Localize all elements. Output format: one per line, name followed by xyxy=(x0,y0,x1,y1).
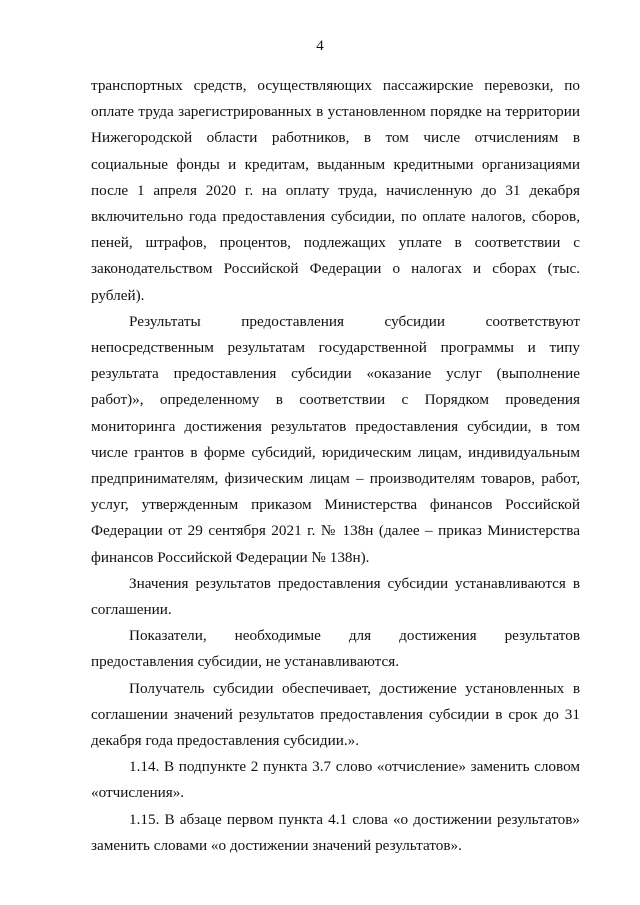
paragraph-item-1-15: 1.15. В абзаце первом пункта 4.1 слова «о достижении результатов» заменить словами «о достижении значений результатов». xyxy=(91,810,580,854)
paragraph-item-1-14: 1.14. В подпункте 2 пункта 3.7 слово «отчисление» заменить словом «отчисления». xyxy=(91,758,580,802)
document-body xyxy=(91,73,580,859)
page-number: 4 xyxy=(316,38,324,54)
paragraph-indicators: Показатели, необходимые для достижения результатов предоставления субсидии, не устанавливаются. xyxy=(91,627,580,671)
paragraph-recipient-obligation: Получатель субсидии обеспечивает, достижение установленных в соглашении значений результатов предоставления субсидии в срок до 31 декабря года предоставления субсидии.». xyxy=(91,679,580,750)
paragraph-continuation: транспортных средств, осуществляющих пассажирские перевозки, по оплате труда зарегистрированных в установленном порядке на территории Нижегородской области работников, в том числе отчислениям в социальные фонды и кредитам, выданным кредитными организациями после 1 апреля 2020 г. на оплату труда, начисленную до 31 декабря включительно года предоставления субсидии, по оплате налогов, сборов, пеней, штрафов, процентов, подлежащих уплате в соответствии с законодательством Российской Федерации о налогах и сборах (тыс. рублей). xyxy=(91,77,580,304)
paragraph-results-correspondence: Результаты предоставления субсидии соответствуют непосредственным результатам государственной программы и типу результата предоставления субсидии «оказание услуг (выполнение работ)», определенному в соответствии с Порядком проведения мониторинга достижения результатов предоставления субсидии, в том числе грантов в форме субсидий, юридическим лицам, индивидуальным предпринимателям, физическим лицам – производителям товаров, работ, услуг, утвержденным приказом Министерства финансов Российской Федерации от 29 сентября 2021 г. № 138н (далее – приказ Министерства финансов Российской Федерации № 138н). xyxy=(91,312,580,566)
paragraph-result-values: Значения результатов предоставления субсидии устанавливаются в соглашении. xyxy=(91,574,580,619)
